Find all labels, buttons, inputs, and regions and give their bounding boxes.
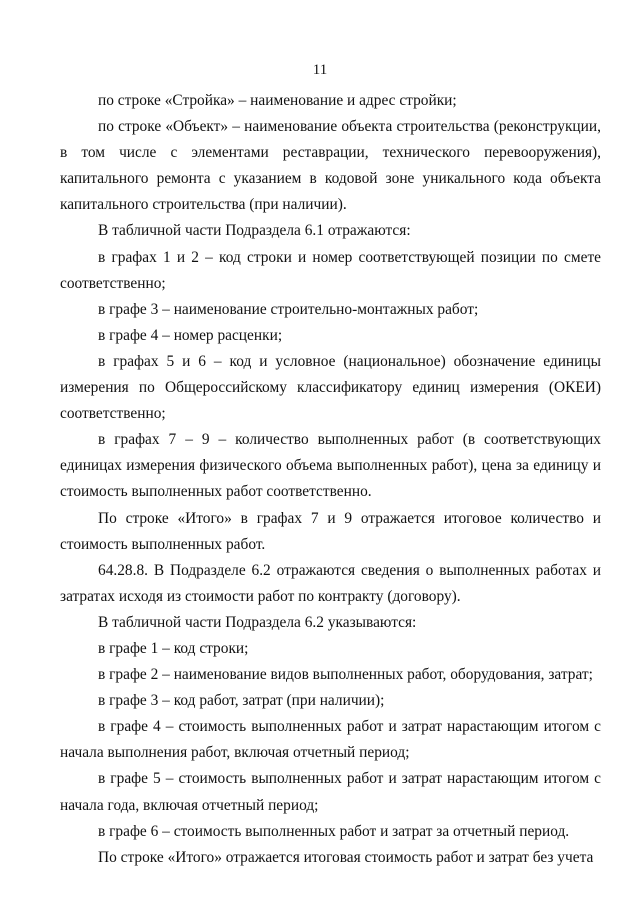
paragraph: в графе 6 – стоимость выполненных работ и затрат за отчетный период. — [98, 822, 570, 840]
page-number: 11 — [312, 62, 328, 78]
paragraph: в графах 1 и 2 – код строки и номер соответствующей позиции по смете соответственно; — [60, 248, 601, 292]
paragraph: в графах 7 – 9 – количество выполненных работ (в соответствующих единицах измерения физического объема выполненных работ), цена за единицу и стоимость выполненных работ соответственно. — [60, 431, 601, 501]
paragraph: по строке «Объект» – наименование объекта строительства (реконструкции, в том числе с элементами реставрации, технического перевооружения), капитального ремонта с указанием в кодовой зоне уникального кода объекта капитального строительства (при наличии). — [60, 118, 601, 214]
document-body — [60, 88, 601, 871]
paragraph: в графе 4 – стоимость выполненных работ и затрат нарастающим итогом с начала выполнения работ, включая отчетный период; — [60, 718, 601, 762]
paragraph: по строке «Стройка» – наименование и адрес стройки; — [98, 92, 457, 109]
paragraph: В табличной части Подраздела 6.2 указываются: — [98, 613, 417, 631]
paragraph: в графах 5 и 6 – код и условное (национальное) обозначение единицы измерения по Общероссийскому классификатору единиц измерения (ОКЕИ) соответственно; — [60, 352, 601, 423]
paragraph: По строке «Итого» в графах 7 и 9 отражается итоговое количество и стоимость выполненных работ. — [60, 509, 601, 553]
paragraph: По строке «Итого» отражается итоговая стоимость работ и затрат без учета — [98, 848, 594, 866]
paragraph: в графе 3 – код работ, затрат (при наличии); — [98, 692, 385, 710]
paragraph: в графе 1 – код строки; — [98, 639, 249, 657]
paragraph: 64.28.8. В Подразделе 6.2 отражаются сведения о выполненных работах и затратах исходя из стоимости работ по контракту (договору). — [60, 561, 601, 605]
paragraph: в графе 3 – наименование строительно-монтажных работ; — [98, 300, 479, 318]
paragraph: в графе 5 – стоимость выполненных работ и затрат нарастающим итогом с начала года, включая отчетный период; — [60, 770, 601, 814]
paragraph: В табличной части Подраздела 6.1 отражаются: — [98, 222, 411, 240]
paragraph: в графе 2 – наименование видов выполненных работ, оборудования, затрат; — [98, 666, 593, 684]
paragraph: в графе 4 – номер расценки; — [98, 326, 283, 344]
